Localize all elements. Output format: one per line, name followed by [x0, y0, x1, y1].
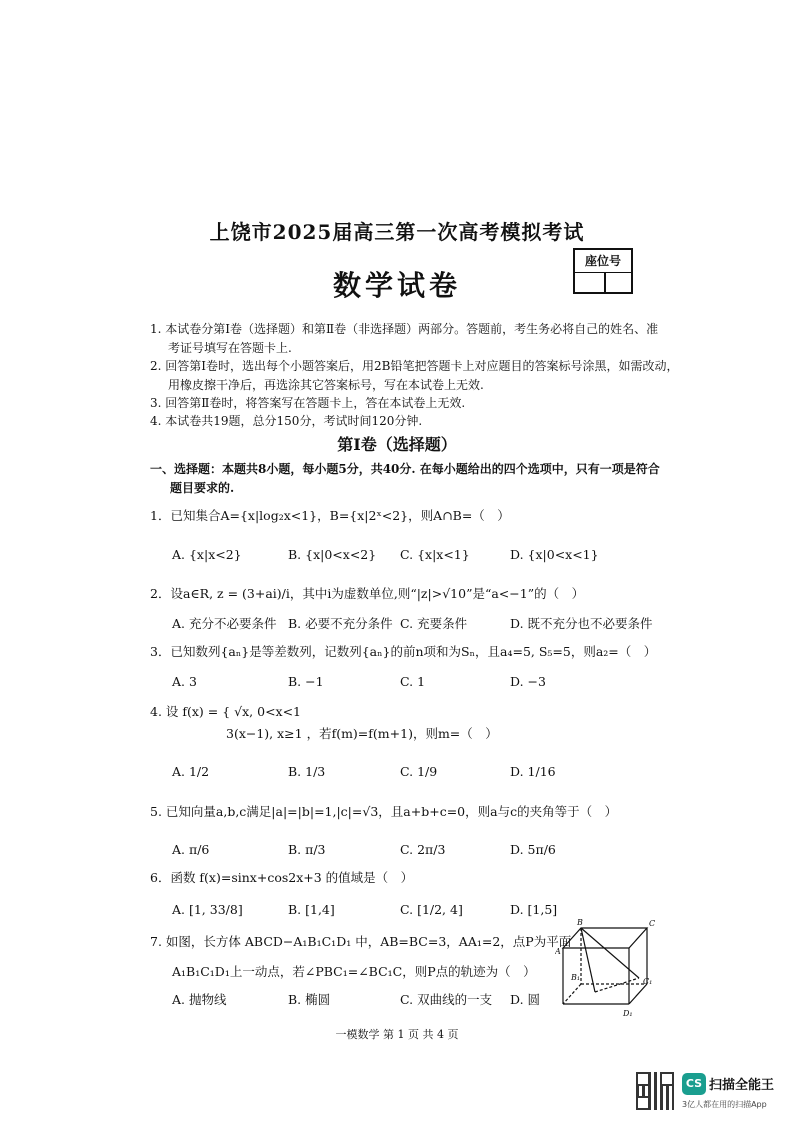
label-b: B [577, 918, 583, 927]
question-4-option-b: B. 1/3 [288, 764, 326, 779]
question-7-stem-line-2: A₁B₁C₁D₁上一动点，若∠PBC₁=∠BC₁C，则P点的轨迹为（ ） [172, 964, 536, 979]
question-7-option-a: A. 抛物线 [172, 992, 227, 1007]
question-5-option-d: D. 5π/6 [510, 842, 556, 857]
question-5-option-a: A. π/6 [172, 842, 210, 857]
question-4-option-c: C. 1/9 [400, 764, 438, 779]
question-4-option-a: A. 1/2 [172, 764, 210, 779]
exam-subject-title: 数学试卷 [332, 269, 461, 302]
segment-p-c1 [595, 978, 639, 992]
note-line-2b: 用橡皮擦干净后，再选涂其它答案标号，写在本试卷上无效. [168, 378, 484, 392]
question-3-option-a: A. 3 [172, 674, 197, 689]
question-4-stem-line-2: 3(x−1), x≥1 ，若f(m)=f(m+1)，则m=（ ） [226, 726, 498, 741]
question-6-stem: 6．函数 f(x)=sinx+cos2x+3 的值域是（ ） [150, 870, 414, 885]
section-intro: 一、选择题：本题共8小题，每小题5分，共40分. 在每小题给出的四个选项中，只有一项是符合 [150, 462, 660, 476]
question-6-option-c: C. [1/2, 4] [400, 902, 463, 917]
question-3-stem: 3．已知数列{aₙ}是等差数列，记数列{aₙ}的前n项和为Sₙ，且a₄=5, S₅=5，则a₂=（ ） [150, 644, 657, 659]
question-1-stem: 1．已知集合A={x|log₂x<1}，B={x|2ˣ<2}，则A∩B=（ ） [150, 508, 510, 523]
question-4-option-d: D. 1/16 [510, 764, 556, 779]
question-5-option-b: B. π/3 [288, 842, 326, 857]
question-2-option-b: B. 必要不充分条件 [288, 616, 393, 631]
question-5-option-c: C. 2π/3 [400, 842, 446, 857]
question-1-option-a: A. {x|x<2} [172, 547, 242, 562]
seat-number-box [573, 248, 633, 294]
question-6-option-a: A. [1, 33/8] [172, 902, 243, 917]
cuboid-hidden-edge [563, 984, 581, 1004]
note-line-1: 1. 本试卷分第Ⅰ卷（选择题）和第Ⅱ卷（非选择题）两部分。答题前，考生务必将自己的姓名、准 [150, 322, 659, 336]
camscanner-tagline: 3亿人都在用的扫描App [682, 1100, 767, 1109]
question-2-option-d: D. 既不充分也不必要条件 [510, 616, 653, 631]
note-line-1b: 考证号填写在答题卡上. [168, 341, 292, 355]
label-a: A [555, 947, 561, 956]
cuboid-edge [629, 984, 647, 1004]
camscanner-name: 扫描全能王 [709, 1078, 775, 1093]
section-title: 第Ⅰ卷（选择题） [337, 435, 457, 454]
section-intro-cont: 题目要求的. [170, 481, 235, 495]
question-6-option-d: D. [1,5] [510, 902, 558, 917]
question-1-option-d: D. {x|0<x<1} [510, 547, 599, 562]
label-c: C [649, 919, 656, 928]
question-7-stem-line-1: 7. 如图，长方体 ABCD−A₁B₁C₁D₁ 中，AB=BC=3，AA₁=2，点P为平面 [150, 934, 572, 949]
question-1-option-c: C. {x|x<1} [400, 547, 470, 562]
question-3-option-b: B. −1 [288, 674, 324, 689]
question-2-option-a: A. 充分不必要条件 [172, 616, 277, 631]
question-3-option-c: C. 1 [400, 674, 426, 689]
exam-title: 上饶市2025届高三第一次高考模拟考试 [209, 220, 585, 244]
question-5-stem: 5. 已知向量a,b,c满足|a|=|b|=1,|c|=√3，且a+b+c=0，则a与c的夹角等于（ ） [150, 804, 618, 819]
note-line-4: 4. 本试卷共19题，总分150分，考试时间120分钟. [150, 414, 423, 428]
camscanner-logo: CS [682, 1073, 706, 1095]
qr-code-icon [636, 1072, 674, 1110]
question-7-option-c: C. 双曲线的一支 [400, 992, 493, 1007]
label-b1: B₁ [571, 973, 581, 982]
question-2-option-c: C. 充要条件 [400, 616, 468, 631]
question-2-stem: 2．设a∈R, z = (3+ai)/i，其中i为虚数单位,则“|z|>√10”是“a<−1”的（ ） [150, 586, 585, 601]
question-4-stem-line-1: 4. 设 f(x) = { √x, 0<x<1 [150, 704, 302, 719]
question-7-option-b: B. 椭圆 [288, 992, 331, 1007]
seat-number-label: 座位号 [575, 250, 631, 273]
question-6-option-b: B. [1,4] [288, 902, 335, 917]
label-c1: C₁ [643, 977, 653, 986]
note-line-2: 2. 回答第Ⅰ卷时，选出每个小题答案后，用2B铅笔把答题卡上对应题目的答案标号涂黑，如需改动， [150, 359, 679, 373]
question-1-option-b: B. {x|0<x<2} [288, 547, 377, 562]
note-line-3: 3. 回答第Ⅱ卷时，将答案写在答题卡上，答在本试卷上无效. [150, 396, 466, 410]
page-footer: 一模数学 第 1 页 共 4 页 [335, 1028, 459, 1041]
cuboid-top-face [563, 928, 647, 948]
seat-box-divider [604, 272, 606, 292]
question-7-option-d: D. 圆 [510, 992, 541, 1007]
label-d1: D₁ [623, 1009, 633, 1018]
cuboid-figure [555, 916, 665, 1020]
question-3-option-d: D. −3 [510, 674, 546, 689]
